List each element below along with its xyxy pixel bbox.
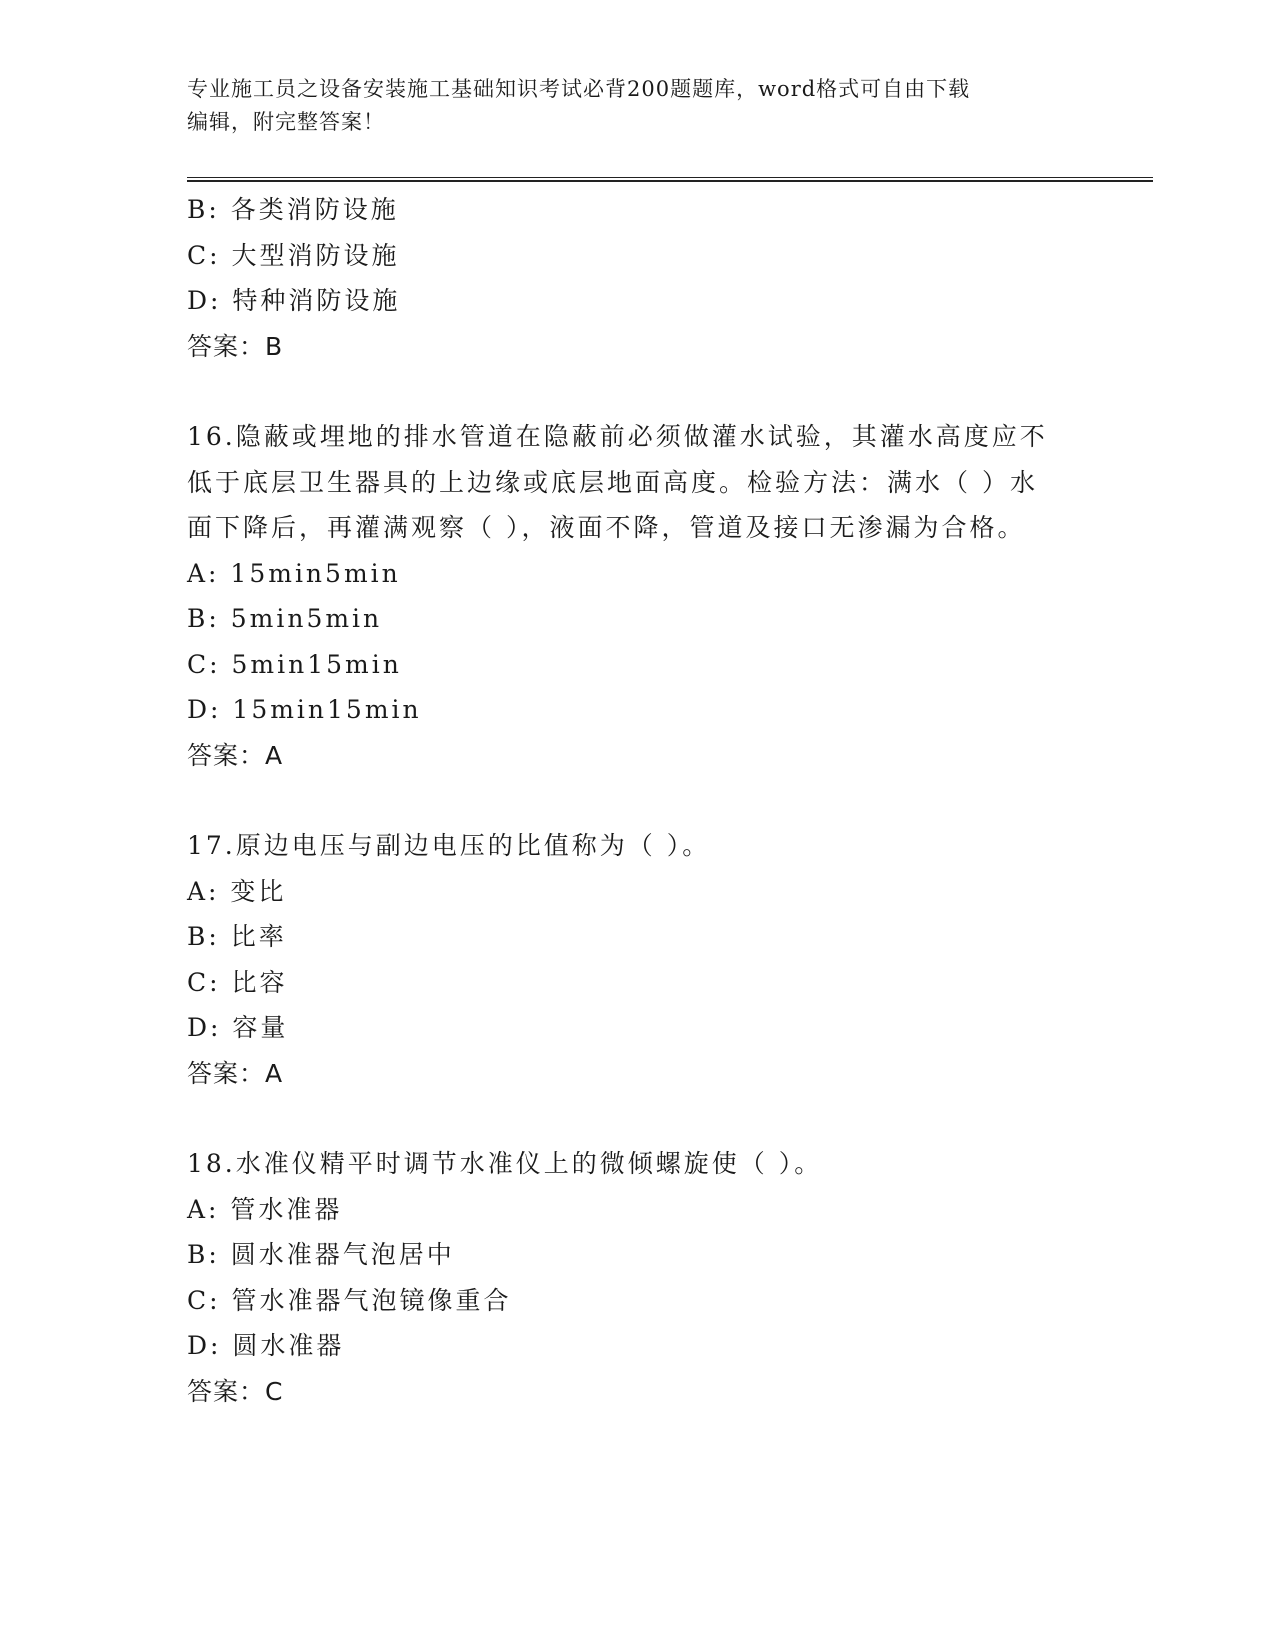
question-18 [187,1141,1087,1414]
page-header [187,73,1087,139]
question-stem: 17.原边电压与副边电压的比值称为（ ）。 [187,831,711,860]
option-a: A: 管水准器 [187,1194,343,1224]
option-d: D: 圆水准器 [187,1331,345,1360]
answer-line: 答案：A [187,1058,284,1088]
carryover-question [187,187,1087,369]
answer-line: 答案：C [187,1376,284,1406]
question-stem: 18.水准仪精平时调节水准仪上的微倾螺旋使（ ）。 [187,1149,823,1178]
header-title-line-1: 专业施工员之设备安装施工基础知识考试必背200题题库，word格式可自由下载 [187,77,971,101]
option-c: C: 5min15min [187,649,402,679]
question-17 [187,823,1087,1096]
answer-line: 答案：A [187,740,284,770]
question-stem: 低于底层卫生器具的上边缘或底层地面高度。检验方法：满水（ ）水 [187,467,1038,497]
option-a: A: 变比 [187,876,287,906]
option-b: B: 圆水准器气泡居中 [187,1240,455,1269]
answer-line: 答案：B [187,331,284,361]
option-a: A: 15min5min [187,558,401,588]
header-divider [187,177,1153,182]
option-d: D: 容量 [187,1013,289,1042]
option-d: D: 特种消防设施 [187,286,401,315]
option-d: D: 15min15min [187,695,422,724]
option-c: C: 比容 [187,967,288,997]
document-body [187,187,1087,1414]
option-b: B: 比率 [187,922,287,951]
option-b: B: 5min5min [187,604,383,633]
question-stem: 面下降后，再灌满观察（ ），液面不降，管道及接口无渗漏为合格。 [187,513,1026,542]
option-c: C: 管水准器气泡镜像重合 [187,1285,512,1315]
question-stem: 16.隐蔽或埋地的排水管道在隐蔽前必须做灌水试验，其灌水高度应不 [187,422,1048,451]
option-b: B: 各类消防设施 [187,195,399,224]
question-16 [187,414,1087,778]
header-title-line-2: 编辑，附完整答案！ [187,110,385,134]
option-c: C: 大型消防设施 [187,240,400,270]
